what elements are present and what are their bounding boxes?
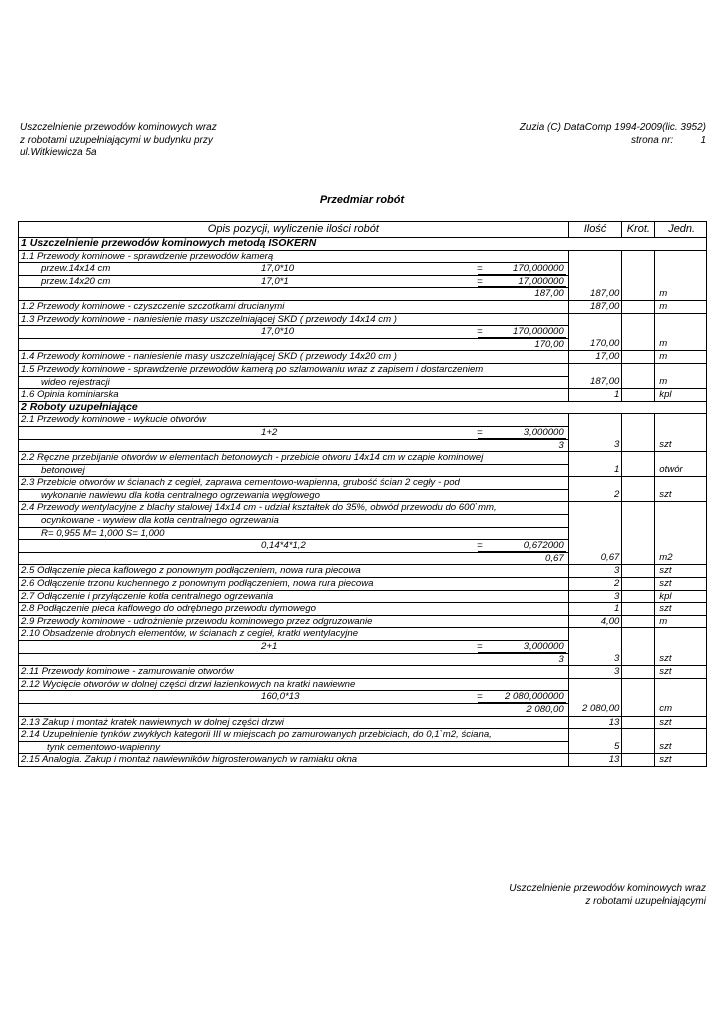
calc-equals: =	[477, 540, 483, 552]
item-quantity: 3	[568, 439, 622, 452]
table-row	[19, 578, 707, 591]
table-row	[19, 590, 707, 603]
item-multiplier	[622, 590, 655, 603]
row-description	[19, 489, 569, 502]
item-multiplier	[622, 666, 655, 679]
item-multiplier	[622, 527, 655, 540]
item-unit: szt	[655, 754, 707, 767]
item-quantity	[568, 414, 622, 427]
row-description	[19, 716, 569, 729]
table-row	[19, 527, 707, 540]
item-quantity	[568, 540, 622, 553]
header-line: ul.Witkiewicza 5a	[20, 147, 97, 158]
item-multiplier	[622, 540, 655, 553]
item-quantity	[568, 426, 622, 439]
item-multiplier	[622, 552, 655, 565]
item-multiplier	[622, 439, 655, 452]
item-multiplier	[622, 452, 655, 465]
item-description: ocynkowane - wywiew dla kotła centralnego ogrzewania	[41, 515, 279, 527]
item-multiplier	[622, 489, 655, 502]
row-description	[19, 666, 569, 679]
table-row	[19, 641, 707, 654]
item-multiplier	[622, 502, 655, 515]
calc-value: 170,000000	[513, 326, 564, 338]
item-quantity	[568, 729, 622, 742]
calc-label: przew.14x20 cm	[41, 275, 111, 287]
item-multiplier	[622, 338, 655, 351]
page-label: strona nr:	[630, 134, 674, 146]
item-multiplier	[622, 691, 655, 704]
calc-sum: 3	[558, 653, 564, 665]
item-unit: otwór	[655, 464, 707, 477]
column-header-multiplier: Krot.	[622, 222, 655, 238]
table-row	[19, 338, 707, 351]
calculation-line	[21, 427, 566, 439]
item-unit	[655, 452, 707, 465]
calculation-line	[21, 691, 566, 703]
item-description: 2.15 Analogia. Zakup i montaż nawiewników higrosterowanych w ramiaku okna	[21, 754, 358, 766]
item-quantity: 17,00	[568, 351, 622, 364]
item-unit: szt	[655, 578, 707, 591]
item-multiplier	[622, 603, 655, 616]
item-quantity: 170,00	[568, 338, 622, 351]
item-unit	[655, 729, 707, 742]
calc-value: 3,000000	[523, 641, 564, 652]
item-unit: szt	[655, 666, 707, 679]
item-unit	[655, 540, 707, 553]
item-unit: m2	[655, 552, 707, 565]
table-row	[19, 363, 707, 376]
item-unit: szt	[655, 741, 707, 754]
table-row	[19, 741, 707, 754]
row-description	[19, 540, 569, 553]
calc-underline	[478, 702, 566, 703]
item-quantity: 187,00	[568, 300, 622, 313]
row-description	[19, 288, 569, 301]
item-quantity: 2	[568, 578, 622, 591]
calculation-line	[21, 540, 566, 552]
item-unit	[655, 275, 707, 288]
row-description	[19, 326, 569, 339]
row-description	[19, 578, 569, 591]
item-unit	[655, 628, 707, 641]
item-unit	[655, 691, 707, 704]
row-description	[19, 275, 569, 288]
item-description: 2.10 Obsadzenie drobnych elementów, w ścianach z cegieł, kratki wentylacyjne	[21, 628, 359, 640]
calc-sum: 2 080,00	[526, 703, 564, 715]
item-quantity: 3	[568, 565, 622, 578]
row-description	[19, 351, 569, 364]
item-unit	[655, 363, 707, 376]
table-row	[19, 515, 707, 528]
item-quantity: 2	[568, 489, 622, 502]
table-row	[19, 603, 707, 616]
document-header-right	[520, 122, 706, 147]
document-header-left	[20, 122, 217, 160]
table-row	[19, 754, 707, 767]
item-description: 2.12 Wycięcie otworów w dolnej części drzwi łazienkowych na kratki nawiewne	[21, 678, 356, 690]
item-multiplier	[622, 703, 655, 716]
item-multiplier	[622, 716, 655, 729]
item-multiplier	[622, 515, 655, 528]
table-row	[19, 439, 707, 452]
item-description: 2.4 Przewody wentylacyjne z blachy stalowej 14x14 cm - udział kształtek do 35%, obwód przewodu do 600`mm,	[21, 502, 497, 514]
table-row	[19, 666, 707, 679]
item-multiplier	[622, 653, 655, 666]
item-quantity	[568, 477, 622, 490]
column-header-description: Opis pozycji, wyliczenie ilości robót	[19, 222, 569, 238]
item-unit: cm	[655, 703, 707, 716]
calc-underline	[478, 337, 566, 338]
calculation-line	[21, 326, 566, 338]
item-quantity	[568, 275, 622, 288]
footer-line: Uszczelnienie przewodów kominowych wraz	[509, 883, 706, 894]
calc-sum: 170,00	[534, 338, 564, 350]
item-multiplier	[622, 565, 655, 578]
calc-expression: 160,0*13	[261, 691, 300, 703]
table-row	[19, 653, 707, 666]
item-unit: szt	[655, 439, 707, 452]
calc-equals: =	[477, 326, 483, 338]
item-unit	[655, 326, 707, 339]
row-description	[19, 603, 569, 616]
item-description: 2.14 Uzupełnienie tynków zwykłych kategorii III w miejscach po zamurowanych przebiciach, do 0,1`m2, ściana,	[21, 729, 492, 741]
item-quantity: 3	[568, 666, 622, 679]
item-quantity	[568, 263, 622, 276]
item-unit: m	[655, 615, 707, 628]
item-quantity	[568, 326, 622, 339]
item-unit	[655, 313, 707, 326]
calc-expression: 2+1	[261, 641, 278, 652]
calc-sum: 187,00	[534, 288, 564, 300]
item-quantity	[568, 363, 622, 376]
column-header-unit: Jedn.	[655, 222, 707, 238]
item-multiplier	[622, 615, 655, 628]
calc-value: 3,000000	[523, 426, 564, 438]
row-description	[19, 691, 569, 704]
calc-underline	[478, 438, 566, 439]
item-description: 2.3 Przebicie otworów w ścianach z cegieł, zaprawa cementowo-wapienna, grubość ścian 2 cegły - pod	[21, 477, 460, 489]
item-quantity: 3	[568, 653, 622, 666]
calculation-line	[21, 641, 566, 653]
row-description	[19, 741, 569, 754]
calc-equals: =	[477, 641, 483, 652]
table-row	[19, 716, 707, 729]
table-row	[19, 678, 707, 691]
item-multiplier	[622, 263, 655, 276]
header-line: Uszczelnienie przewodów kominowych wraz	[20, 122, 217, 133]
row-description	[19, 363, 569, 376]
calc-value: 170,000000	[513, 263, 564, 275]
row-description	[19, 565, 569, 578]
row-description	[19, 552, 569, 565]
item-description: R= 0,955 M= 1,000 S= 1,000	[41, 527, 165, 539]
item-quantity	[568, 502, 622, 515]
calc-sum: 0,67	[545, 552, 564, 564]
item-quantity	[568, 313, 622, 326]
row-description	[19, 477, 569, 490]
table-row	[19, 452, 707, 465]
item-unit: szt	[655, 489, 707, 502]
item-multiplier	[622, 313, 655, 326]
item-unit	[655, 641, 707, 654]
item-description: wideo rejestracji	[41, 376, 110, 388]
item-multiplier	[622, 641, 655, 654]
row-description	[19, 653, 569, 666]
calc-expression: 17,0*1	[261, 275, 289, 287]
calc-underline	[478, 274, 566, 275]
row-description	[19, 464, 569, 477]
table-row	[19, 351, 707, 364]
row-description	[19, 313, 569, 326]
table-row	[19, 250, 707, 263]
section-title: 1 Uszczelnienie przewodów kominowych metodą ISOKERN	[19, 238, 707, 251]
item-description: wykonanie nawiewu dla kotła centralnego ogrzewania węglowego	[41, 489, 320, 501]
item-multiplier	[622, 389, 655, 402]
table-row	[19, 703, 707, 716]
item-multiplier	[622, 426, 655, 439]
item-multiplier	[622, 288, 655, 301]
row-description	[19, 615, 569, 628]
document-footer	[509, 883, 706, 908]
section-row	[19, 238, 707, 251]
row-description	[19, 300, 569, 313]
calc-underline	[478, 286, 566, 287]
item-quantity	[568, 628, 622, 641]
row-description	[19, 515, 569, 528]
table-row	[19, 326, 707, 339]
calc-value: 2 080,000000	[505, 691, 564, 703]
row-description	[19, 590, 569, 603]
calc-sum: 3	[558, 439, 564, 451]
item-description: 1.3 Przewody kominowe - naniesienie masy uszczelniającej SKD ( przewody 14x14 cm )	[21, 313, 397, 325]
calc-value: 0,672000	[523, 540, 564, 552]
calc-underline	[478, 551, 566, 552]
header-line: z robotami uzupełniającymi w budynku przy	[20, 134, 213, 146]
item-quantity	[568, 527, 622, 540]
table-row	[19, 540, 707, 553]
item-multiplier	[622, 578, 655, 591]
table-row	[19, 376, 707, 389]
table-row	[19, 464, 707, 477]
row-description	[19, 641, 569, 654]
item-description: 2.13 Zakup i montaż kratek nawiewnych w dolnej części drzwi	[21, 716, 284, 728]
item-description: 2.2 Ręczne przebijanie otworów w elementach betonowych - przebicie otworu 14x14 cm w czapie kominowej	[21, 452, 484, 464]
calc-equals: =	[477, 691, 483, 703]
table-row	[19, 313, 707, 326]
item-unit: m	[655, 288, 707, 301]
table-row	[19, 628, 707, 641]
calc-equals: =	[477, 263, 483, 275]
document-title: Przedmiar robót	[319, 194, 405, 206]
item-multiplier	[622, 729, 655, 742]
item-unit: m	[655, 338, 707, 351]
item-multiplier	[622, 250, 655, 263]
row-description	[19, 376, 569, 389]
item-quantity	[568, 452, 622, 465]
column-header-quantity: Ilość	[568, 222, 622, 238]
item-quantity: 0,67	[568, 552, 622, 565]
item-unit: szt	[655, 716, 707, 729]
table-row	[19, 477, 707, 490]
item-description: 2.11 Przewody kominowe - zamurowanie otworów	[21, 666, 234, 678]
table-row	[19, 426, 707, 439]
item-multiplier	[622, 741, 655, 754]
software-license: Zuzia (C) DataComp 1994-2009(lic. 3952)	[519, 122, 706, 133]
item-quantity	[568, 678, 622, 691]
item-unit: szt	[655, 603, 707, 616]
item-multiplier	[622, 477, 655, 490]
item-unit: m	[655, 376, 707, 389]
item-quantity: 187,00	[568, 288, 622, 301]
item-description: tynk cementowo-wapienny	[47, 741, 161, 753]
item-quantity: 1	[568, 464, 622, 477]
row-description	[19, 439, 569, 452]
item-description: 1.5 Przewody kominowe - sprawdzenie przewodów kamerą po szlamowaniu wraz z zapisem i dostarczeniem	[21, 363, 484, 375]
item-quantity: 3	[568, 590, 622, 603]
row-description	[19, 628, 569, 641]
item-quantity: 1	[568, 389, 622, 402]
item-multiplier	[622, 351, 655, 364]
item-unit: kpl	[655, 389, 707, 402]
item-description: betonowej	[41, 464, 85, 476]
calc-value: 17,000000	[518, 275, 564, 287]
row-description	[19, 678, 569, 691]
calc-label: przew.14x14 cm	[41, 263, 111, 275]
item-unit	[655, 263, 707, 276]
row-description	[19, 250, 569, 263]
section-row	[19, 401, 707, 414]
item-unit	[655, 477, 707, 490]
item-quantity	[568, 641, 622, 654]
footer-line: z robotami uzupełniającymi	[585, 895, 706, 907]
item-description: 2.8 Podłączenie pieca kaflowego do odrębnego przewodu dymowego	[21, 603, 316, 615]
item-quantity: 13	[568, 716, 622, 729]
calc-expression: 1+2	[261, 426, 278, 438]
calc-equals: =	[477, 426, 483, 438]
item-multiplier	[622, 300, 655, 313]
calc-expression: 0,14*4*1,2	[261, 540, 306, 552]
calc-expression: 17,0*10	[261, 326, 295, 338]
table-row	[19, 565, 707, 578]
item-description: 1.4 Przewody kominowe - naniesienie masy uszczelniającej SKD ( przewody 14x20 cm )	[21, 351, 397, 363]
table-row	[19, 389, 707, 402]
table-header-row	[19, 222, 707, 238]
table-row	[19, 489, 707, 502]
calc-underline	[478, 652, 566, 653]
item-quantity	[568, 691, 622, 704]
item-quantity	[568, 515, 622, 528]
calculation-line	[21, 276, 566, 288]
calc-equals: =	[477, 275, 483, 287]
item-quantity: 5	[568, 741, 622, 754]
row-description	[19, 389, 569, 402]
item-multiplier	[622, 628, 655, 641]
page-number: 1	[700, 134, 706, 146]
item-multiplier	[622, 464, 655, 477]
row-description	[19, 703, 569, 716]
item-multiplier	[622, 414, 655, 427]
row-description	[19, 414, 569, 427]
item-description: 1.2 Przewody kominowe - czyszczenie szczotkami drucianymi	[21, 300, 285, 312]
row-description	[19, 527, 569, 540]
row-description	[19, 426, 569, 439]
item-unit	[655, 414, 707, 427]
calculation-line	[21, 263, 566, 275]
row-description	[19, 754, 569, 767]
table-row	[19, 275, 707, 288]
item-multiplier	[622, 275, 655, 288]
row-description	[19, 263, 569, 276]
item-quantity	[568, 250, 622, 263]
item-multiplier	[622, 754, 655, 767]
item-description: 2.5 Odłączenie pieca kaflowego z ponownym podłączeniem, nowa rura piecowa	[21, 565, 361, 577]
item-unit	[655, 515, 707, 528]
item-unit	[655, 502, 707, 515]
item-unit	[655, 426, 707, 439]
item-description: 2.6 Odłączenie trzonu kuchennego z ponownym podłączeniem, nowa rura piecowa	[21, 578, 374, 590]
calc-expression: 17,0*10	[261, 263, 295, 275]
item-quantity: 13	[568, 754, 622, 767]
bill-of-quantities-table	[18, 221, 707, 767]
item-description: 2.7 Odłączenie i przyłączenie kotła centralnego ogrzewania	[21, 590, 274, 602]
item-description: 2.9 Przewody kominowe - udrożnienie przewodu kominowego przez odgruzowanie	[21, 615, 373, 627]
item-multiplier	[622, 363, 655, 376]
item-unit	[655, 678, 707, 691]
row-description	[19, 452, 569, 465]
item-description: 1.6 Opinia kominiarska	[21, 389, 119, 401]
table-row	[19, 552, 707, 565]
item-quantity: 2 080,00	[568, 703, 622, 716]
table-row	[19, 300, 707, 313]
item-unit	[655, 527, 707, 540]
item-multiplier	[622, 326, 655, 339]
table-row	[19, 263, 707, 276]
section-title: 2 Roboty uzupełniające	[19, 401, 707, 414]
item-multiplier	[622, 376, 655, 389]
page-number-row	[520, 135, 706, 148]
item-multiplier	[622, 678, 655, 691]
item-unit: szt	[655, 565, 707, 578]
item-description: 2.1 Przewody kominowe - wykucie otworów	[21, 414, 207, 426]
item-unit: szt	[655, 653, 707, 666]
item-unit: kpl	[655, 590, 707, 603]
table-row	[19, 502, 707, 515]
item-quantity: 187,00	[568, 376, 622, 389]
item-unit: m	[655, 300, 707, 313]
row-description	[19, 338, 569, 351]
table-row	[19, 615, 707, 628]
row-description	[19, 729, 569, 742]
table-row	[19, 729, 707, 742]
item-unit	[655, 250, 707, 263]
item-unit: m	[655, 351, 707, 364]
table-row	[19, 691, 707, 704]
item-description: 1.1 Przewody kominowe - sprawdzenie przewodów kamerą	[21, 250, 274, 262]
item-quantity: 1	[568, 603, 622, 616]
table-row	[19, 414, 707, 427]
item-quantity: 4,00	[568, 615, 622, 628]
row-description	[19, 502, 569, 515]
table-row	[19, 288, 707, 301]
